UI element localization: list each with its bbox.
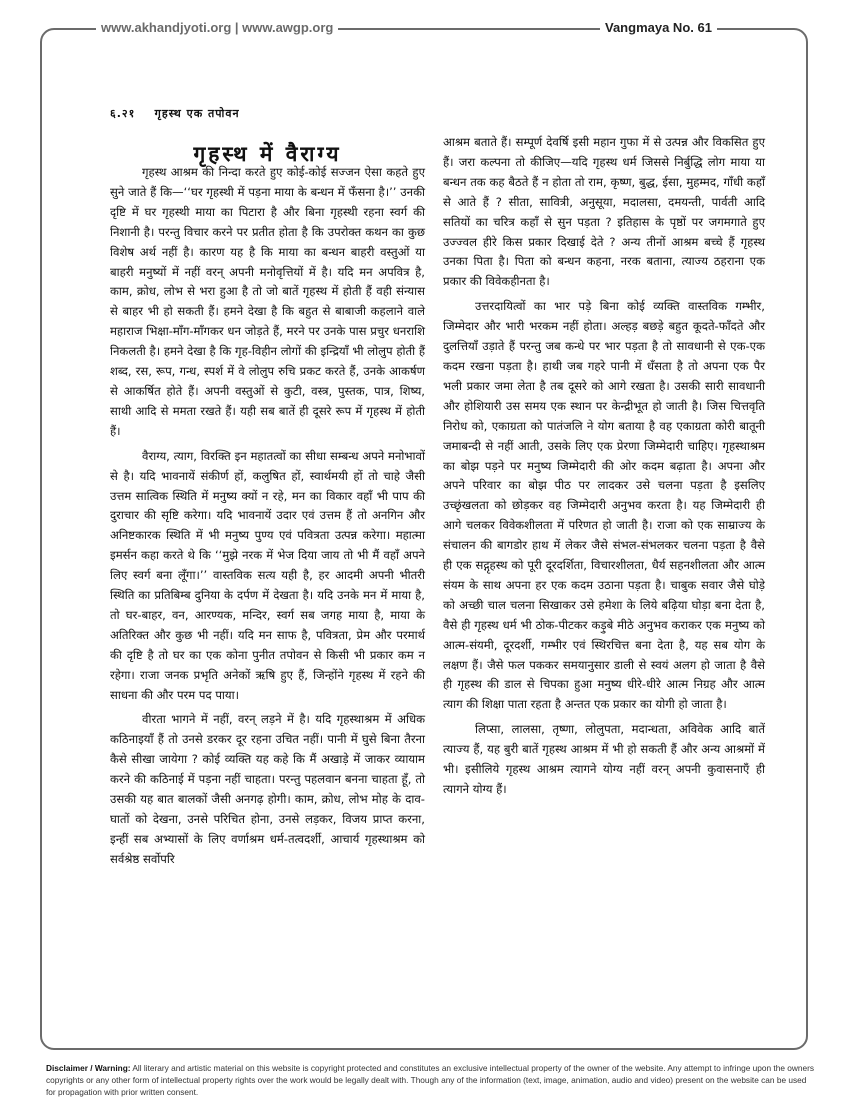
section-name: गृहस्थ एक तपोवन xyxy=(154,107,240,120)
left-column xyxy=(110,163,425,875)
disclaimer-text: All literary and artistic material on this website is copyright protected and constitutes an exclusive intellectual property of the owner of the website. Any attempt to infringe upon the owners copyrights or any other form of intellectual property rights over the work would be legally dealt with. Though any of the information (text, image, animation, audio and video) present on the website can be used for propagation with prior written consent. xyxy=(46,1063,815,1097)
disclaimer-label: Disclaimer / Warning: xyxy=(46,1063,131,1073)
paragraph: वैराग्य, त्याग, विरक्ति इन महातत्वों का सीधा सम्बन्ध अपने मनोभावों से है। यदि भावनायें संकीर्ण हों, कलुषित हों, स्वार्थमयी हों तो चाहे जैसी उत्तम सात्विक स्थिति में मनुष्य क्यों न रहे, मन का विकार वहाँ भी पाप की दुराचार की सृष्टि करेगा। यदि भावनायें उदार एवं उत्तम हैं तो अनगिन और अनिष्टकारक स्थिति में भी मनुष्य पुण्य एवं पवित्रता उत्पन्न करेगा। महात्मा इमर्सन कहा करते थे कि ‘‘मुझे नरक में भेज दिया जाय तो भी मैं वहाँ अपने लिए स्वर्ग बना लूँगा।’’ वास्तविक सत्य यही है, हर आदमी अपनी भीतरी स्थिति का प्रतिबिम्ब दुनिया के दर्पण में देखता है। यदि उनके मन में माया है, तो घर-बाहर, वन, आरण्यक, मन्दिर, स्वर्ग सब जगह माया है, माया के अतिरिक्त और कुछ भी नहीं। यदि मन साफ है, पवित्रता, प्रेम और परमार्थ की दृष्टि है तो घर का एक कोना पुनीत तपोवन से किसी भी प्रकार कम न रहेगा। राजा जनक प्रभृति अनेकों ऋषि हुए हैं, जिन्होंने गृहस्थ में रहने की साधना की और परम पद पाया। xyxy=(110,448,425,702)
disclaimer xyxy=(46,1062,816,1098)
paragraph: उत्तरदायित्वों का भार पड़े बिना कोई व्यक्ति वास्तविक गम्भीर, जिम्मेदार और भारी भरकम नहीं होता। अल्हड़ बछड़े बहुत कूदते-फाँदते और दुलत्तियाँ उड़ाते हैं परन्तु जब कन्धे पर भार पड़ता है तो सावधानी से एक-एक कदम रखना पड़ता है। हाथी जब गहरे पानी में धँसता है तो अपना एक पैर भली प्रकार जमा लेता है तब दूसरे को आगे रखता है। उसकी सारी सावधानी और होशियारी उस समय एक स्थान पर केन्द्रीभूत हो जाती है। जिस चित्तवृति निरोध को, एकाग्रता को पातंजलि ने योग बताया है वह एकाग्रता कोरी बातूनी जमाबन्दी से नहीं आती, उसके लिए एक प्रेरणा जिम्मेदारी चाहिए। गृहस्थाश्रम का बोझ पड़ने पर मनुष्य जिम्मेदारी की ओर कदम बढ़ाता है। अपना और अपने परिवार का बोझ पीठ पर लादकर उसे चलना पड़ता है इसलिए उच्छृंखलता को छोड़कर वह जिम्मेदारी अनुभव करता है। यह जिम्मेदारी ही आगे चलकर विवेकशीलता में परिणत हो जाती है। राजा को एक साम्राज्य के संचालन की बागडोर हाथ में लेकर जैसे संभल-संभलकर चलना पड़ता है वैसे ही एक सद्गृहस्थ को पूरी दूरदर्शिता, विचारशीलता, धैर्य सहनशीलता और आत्म संयम के साथ अपना हर एक कदम उठाना पड़ता है। चाबुक सवार जैसे घोड़े को अच्छी चाल चलना सिखाकर उसे हमेशा के लिये बढ़िया घोड़ा बना देता है, वैसे ही गृहस्थ धर्म भी ठोक-पीटकर कड़ुबे मीठे अनुभव कराकर एक मनुष्य को आत्म-संयमी, दूरदर्शी, गम्भीर एवं स्थिरचित्त बना देता है, यह सब योग के लक्षण हैं। जैसे फल पककर समयानुसार डाली से स्वयं अलग हो जाता है वैसे ही गृहस्थ की डाल से चिपका हुआ मनुष्य धीरे-धीरे आत्म निग्रह और आत्म त्याग की शिक्षा पाता रहता है अन्तत एक प्रकार का योगी हो जाता है। xyxy=(443,299,765,712)
paragraph: लिप्सा, लालसा, तृष्णा, लोलुपता, मदान्धता, अविवेक आदि बातें त्याज्य हैं, यह बुरी बातें गृहस्थ आश्रम में भी हो सकती हैं और अन्य आश्रमों में भी। इसीलिये गृहस्थ आश्रम त्यागने योग्य नहीं वरन् अपनी कुवासनाएँ ही त्यागने योग्य हैं। xyxy=(443,722,765,796)
section-number: ६.२१ xyxy=(110,107,136,120)
right-column xyxy=(443,133,765,805)
paragraph: वीरता भागने में नहीं, वरन् लड़ने में है। यदि गृहस्थाश्रम में अधिक कठिनाइयाँ हैं तो उनसे डरकर दूर रहना उचित नहीं। पानी में घुसे बिना तैरना कैसे सीखा जायेगा ? कोई व्यक्ति यह कहे कि मैं अखाड़े में जाकर व्यायाम करने की कठिनाई में पड़ना नहीं चाहता। परन्तु पहलवान बनना चाहता हूँ, तो उसकी यह बात बालकों जैसी अनगढ़ होगी। काम, क्रोध, लोभ मोह के दाव-घातों को देखना, उनसे परिचित होना, उनसे लड़कर, विजय प्राप्त करना, इन्हीं सब अभ्यासों के लिए वर्णाश्रम धर्म-तत्वदर्शी, आचार्य गृहस्थाश्रम को सर्वश्रेष्ठ सर्वोपरि xyxy=(110,712,425,866)
paragraph: गृहस्थ आश्रम की निन्दा करते हुए कोई-कोई सज्जन ऐसा कहते हुए सुने जाते हैं कि—‘‘घर गृहस्थी में पड़ना माया के बन्धन में फँसना है।’’ उनकी दृष्टि में घर गृहस्थी माया का पिटारा है और बिना गृहस्थी रहना स्वर्ग की निशानी है। परन्तु विचार करने पर प्रतीत होता है कि उपरोक्त कथन का कुछ विशेष अर्थ नहीं है। कारण यह है कि माया का बन्धन बाहरी वस्तुओं या बाहरी मनुष्यों में नहीं वरन् अपनी मनोवृत्तियों में है। यदि मन अपवित्र है, काम, क्रोध, लोभ से भरा हुआ है तो जो बातें गृहस्थ में होती हैं वही संन्यास से बाहर भी हो सकती हैं। हमने देखा है कि बहुत से बाबाजी कहलाने वाले महाराज भिक्षा-माँग-माँगकर धन जोड़ते हैं, मरने पर उनके पास प्रचुर धनराशि निकलती है। हमने देखा है कि गृह-विहीन लोगों की इन्द्रियाँ भी लोलुप होती हैं शब्द, रस, रूप, गन्ध, स्पर्श में वे लोलुप रुचि प्रकट करते हैं, उनके आकर्षण से आकर्षित होते हैं। अपनी वस्तुओं से कुटी, वस्त्र, पुस्तक, पात्र, शिष्य, साथी आदि से ममता रखते हैं। यही सब बातें ही दूसरे रूप में गृहस्थ में होती हैं। xyxy=(110,165,425,438)
section-heading xyxy=(110,106,240,121)
header-site-links[interactable]: www.akhandjyoti.org | www.awgp.org xyxy=(96,20,338,36)
header-volume: Vangmaya No. 61 xyxy=(600,20,717,36)
paragraph-continuation: आश्रम बताते हैं। सम्पूर्ण देवर्षि इसी महान गुफा में से उत्पन्न और विकसित हुए हैं। जरा कल्पना तो कीजिए—यदि गृहस्थ धर्म जिससे निर्बुद्धि लोग माया या बन्धन तक कह बैठते हैं न होता तो राम, कृष्ण, बुद्ध, ईसा, मुहम्मद, गाँधी कहाँ से आते हैं ? सीता, सावित्री, अनुसूया, मदालसा, दमयन्ती, पार्वती आदि सतियों का चरित्र कहाँ से सुन पड़ता ? इतिहास के पृष्ठों पर जगमगाते हुए उज्ज्वल हीरे किस प्रकार दिखाई देते ? अन्य तीनों आश्रम बच्चे हैं गृहस्थ उनका पिता है। पिता को बन्धन कहना, नरक बताना, त्याज्य ठहराना एक प्रकार की विवेकहीनता है। xyxy=(443,135,765,289)
article-title: गृहस्थ में वैराग्य xyxy=(193,142,342,166)
